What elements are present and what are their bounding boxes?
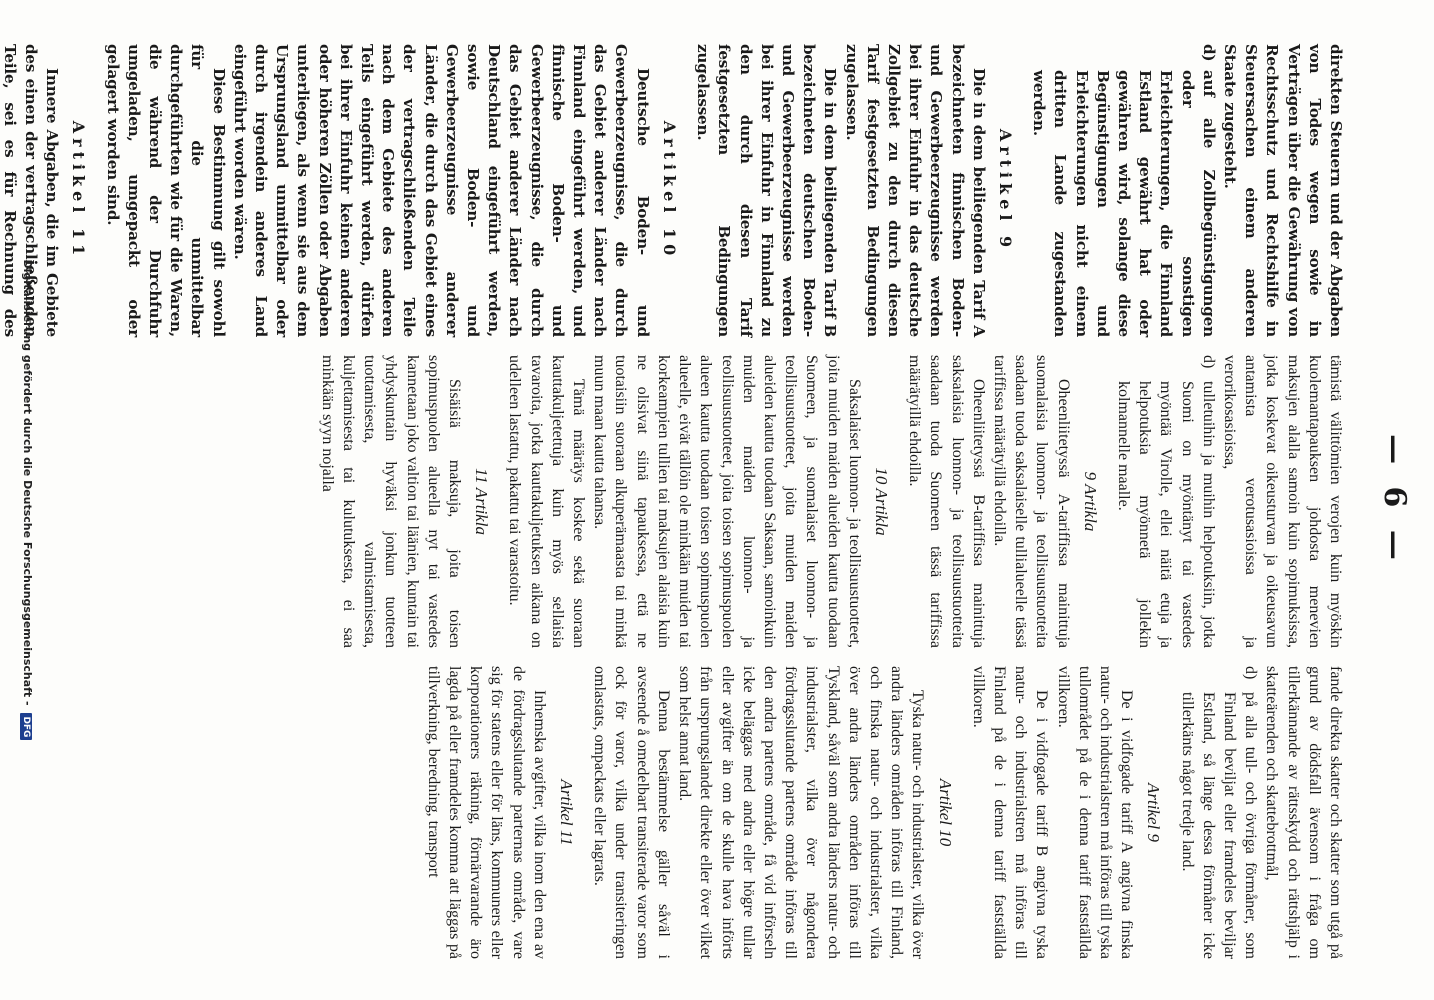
german-item-d bbox=[1028, 44, 1219, 337]
finnish-item-d-text: tulletuihin ja muihin helpotuksiin, jotka Suomi on myöntänyt tai vastedes myöntää Virolle, ellei näitä etuja ja helpotuksia myönnetä jollekin kolmannelle maalle. bbox=[1114, 381, 1217, 648]
swedish-article-9-title: Artikel 9 bbox=[1144, 782, 1164, 842]
german-article-9-p1: Die in dem beiliegenden Tarif A bezeichneten finnischen Boden- und Gewerbeerzeugnisse werden bei ihrer Einfuhr in das deutsche Zollgebiet zu den durch diesen Tarif festgesetzten Bedingungen zugelassen. bbox=[842, 44, 988, 337]
swedish-item-d-mark: d) bbox=[1242, 666, 1260, 680]
german-intro: direkten Steuern und der Abgaben von Todes wegen sowie in Verträgen über die Gewährung von Rechtsschutz und Rechtshilfe in Steuersachen einem anderen Staate zugesteht. bbox=[1220, 44, 1345, 337]
german-article-10-p1: Deutsche Boden- und Gewerbeerzeugnisse, die durch das Gebiet anderer Länder nach Finnland eingeführt werden, und finnische Boden- und Gewerbeerzeugnisse, die durch das Gebiet anderer Länder nach Deutschland eingeführt werden, sowie Boden- und Gewerbeerzeugnisse anderer Länder, die durch das Gebiet eines der vertragschließenden Teile nach dem Gebiete des anderen Teils eingeführt werden, dürfen bei ihrer Einfuhr keinen anderen oder höheren Zöllen oder Abgaben unterliegen, als wenn sie aus dem Ursprungsland unmittelbar oder durch irgendein anderes Land eingeführt worden wären. bbox=[230, 44, 652, 337]
digitization-credit-text: Digitalisierung gefördert durch die Deutsche Forschungsgemeinschaft - bbox=[21, 259, 34, 706]
finnish-article-11-title: 11 Artikla bbox=[472, 468, 492, 535]
german-article-11-title: Artikel 11 bbox=[69, 120, 89, 261]
german-article-10-title: Artikel 10 bbox=[659, 120, 679, 261]
german-item-d-text: auf alle Zollbegünstigungen oder sonstigen Erleichterungen, die Finnland Estland gewährt hat oder gewähren wird, solange diese Begünstigungen und Erleichterungen nicht einem dritten Lande zugestanden werden. bbox=[1030, 70, 1218, 337]
swedish-article-10-p1: Tyska natur- och industrialster, vilka över andra länders områden införas till Finland, och finska natur- och industrialster, vilka över andra länders områden införas till Tyskland, såväl som andra länders natur- och industrialster, vilka över någondera fördragsslutande partens område införas till den andra partens område, få vid införseln icke beläggas med andra eller högre tullar eller avgifter än om de skulle hava införts från ursprungslandet direkte eller över vilket som helst annat land. bbox=[676, 666, 927, 959]
german-article-11-p1: Innere Abgaben, die im Gebiete des einen der vertragschließenden Teile, sei es für Rechnung des bbox=[0, 44, 62, 337]
swedish-intro: fande direkta skatter och skatter som utgå på grund av dödsfall ävensom i fråga om tillerkännande av rättsskydd och rättshjälp i skatteärenden och skattebrottmål, bbox=[1263, 666, 1344, 959]
finnish-article-11-p1: Sisäisiä maksuja, joita toisen sopimuspuolen alueella nyt tai vastedes kannetaan joko valtion tai läänien, kuntain tai yhdyskuntain hyväksi jonkun tuotteen tuottamisesta, valmistamisesta, kuljettamisesta tai kulutuksesta, ei saa minkään syyn nojalla bbox=[318, 355, 464, 648]
dfg-logo-icon: DFG bbox=[20, 713, 32, 740]
finnish-article-9-title: 9 Artikla bbox=[1080, 471, 1100, 532]
german-article-9-title: Artikel 9 bbox=[995, 128, 1015, 253]
finnish-article-9-p2: Oheenliitetyssä B-tariffissa mainittuja saksalaisia luonnon- ja teollisuustuotteita saadaan tuoda Suomeen tässä tariffissa määrätyillä ehdoilla. bbox=[906, 355, 987, 648]
finnish-article-10-p1: Saksalaiset luonnon- ja teollisuustuotteet, joita muiden maiden alueiden kautta tuodaan Suomeen, ja suomalaiset luonnon- ja teollisuustuotteet, joita muiden maiden alueiden kautta tuodaan Saksaan, samoinkuin muiden maiden luonnon- ja teollisuustuotteet, joita toisen sopimuspuolen alueen kautta tuodaan toisen sopimuspuolen alueelle, eivät tällöin ole minkään muiden tai korkeampien tullien tai maksujen alaisia kuin ne olisivat siinä tapauksessa, että ne tuotaisiin suoraan alkuperämaasta tai minkä muun maan kautta tahansa. bbox=[591, 355, 863, 648]
swedish-article-11-title: Artikel 11 bbox=[557, 779, 577, 846]
german-article-10-p2: Diese Bestimmung gilt sowohl für die unmittelbar durchgeführten wie für die Waren, die während der Durchfuhr umgeladen, umgepackt oder gelagert worden sind. bbox=[103, 44, 228, 337]
digitization-credit bbox=[20, 0, 34, 1000]
finnish-article-9-p1: Oheenliitetyssä A-tariffissa mainittuja suomalaisia luonnon- ja teollisuustuotteita saadaan tuoda saksalaiselle tullialueelle tässä tariffissa määrätyillä ehdoilla. bbox=[990, 355, 1072, 648]
swedish-article-10-p2: Denna bestämmelse gäller såväl i avseende å omedelbart transiterade varor som ock för varor, vilka under transiteringen omlastats, ompackats eller lagrats. bbox=[591, 666, 672, 959]
german-item-d-mark: d) bbox=[1199, 44, 1218, 62]
finnish-article-10-p2: Tämä määräys koskee sekä suoraan kauttakuljetettuja kuin myös sellaisia tavaroita, jotka kauttakuljetuksen aikana on udelleen lastattu, pakattu tai varastoitu. bbox=[506, 355, 588, 648]
swedish-article-9-p2: De i vidfogade tariff B angivna tyska natur- och industrialstren må införas till Finland på de i denna tariff fastställda villkoren. bbox=[969, 666, 1051, 959]
finnish-article-10-title: 10 Artikla bbox=[871, 467, 891, 536]
swedish-article-9-p1: De i vidfogade tariff A angivna finska natur- och industrialstren må införas till tyska tullområdet på de i denna tariff fastställda villkoren. bbox=[1054, 666, 1136, 959]
swedish-article-11-p1: Inhemska avgifter, vilka inom den ena av de fördragsslutande parternas område, vare sig för statens eller för läns, kommuners eller korporationers räkning, förnärvarande äro lagda på eller framdeles komma att läggas på tillverkning, beredning, transport bbox=[424, 666, 548, 959]
swedish-item-d-text: på alla tull- och övriga förmåner, som Finland beviljat eller framdeles beviljar Estland, så länge dessa förmåner icke tillerkänts något tredje land. bbox=[1178, 692, 1260, 959]
swedish-article-10-title: Artikel 10 bbox=[935, 778, 955, 847]
german-article-9-p2: Die in dem beiliegenden Tarif B bezeichneten deutschen Boden- und Gewerbeerzeugnisse werden bei ihrer Einfuhr in Finnland zu den durch diesen Tarif festgesetzten Bedingungen zugelassen. bbox=[694, 44, 840, 337]
finnish-item-d-mark: d) bbox=[1199, 355, 1217, 369]
finnish-item-d bbox=[1113, 355, 1219, 648]
finnish-intro: tämistä välittömien verojen kuin myöskin kuolemantapauksen johdosta menevien maksujen alalla samoin kuin sopimuksissa, jotka koskevat oikeusturvan ja oikeusavun antamista verotusasioissa ja verorikosasioissa, bbox=[1220, 355, 1344, 648]
finnish-column bbox=[36, 355, 1346, 648]
swedish-column bbox=[36, 666, 1346, 959]
swedish-item-d bbox=[1176, 666, 1261, 959]
page-number: — 6 — bbox=[1377, 434, 1412, 566]
german-column bbox=[0, 44, 1346, 337]
